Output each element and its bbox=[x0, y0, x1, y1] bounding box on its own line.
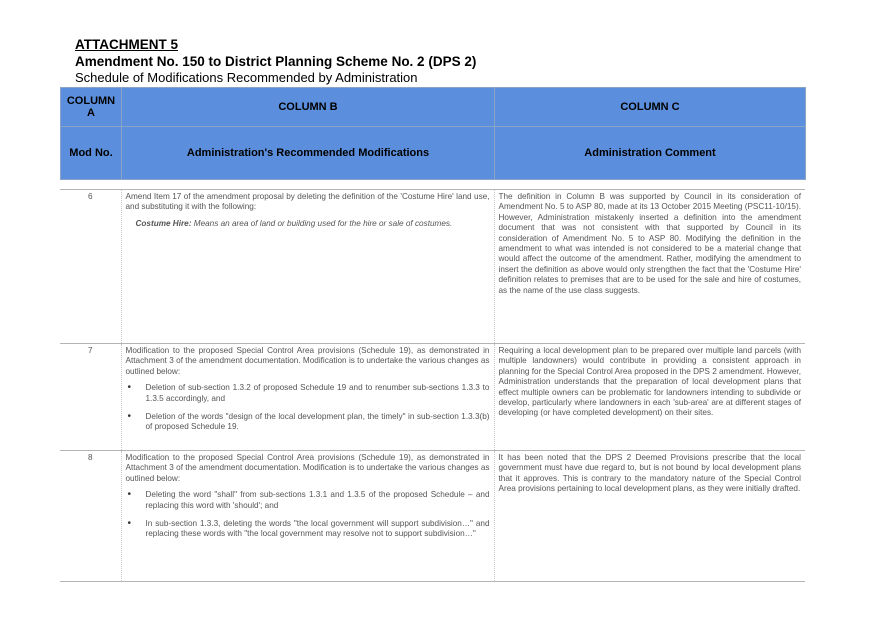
modification-cell bbox=[121, 451, 494, 582]
mod-number: 7 bbox=[60, 344, 121, 451]
modification-text: Modification to the proposed Special Control Area provisions (Schedule 19), as demonstrated in Attachment 3 of the amendment documentation. Modification is to undertake the various changes as outlined below: bbox=[125, 453, 490, 483]
mod-number: 8 bbox=[60, 451, 121, 582]
col-a-header: COLUMN A bbox=[61, 88, 122, 127]
comment-cell bbox=[494, 190, 805, 344]
bullet-item: • Deletion of the words "design of the local development plan, the timely" in sub-section 1.3.3(b) of proposed Schedule 19. bbox=[142, 412, 490, 433]
modification-cell bbox=[121, 344, 494, 451]
bullet-item: • Deletion of sub-section 1.3.2 of proposed Schedule 19 and to renumber sub-sections 1.3.3 to 1.3.5 accordingly, and bbox=[142, 383, 490, 404]
comment-cell bbox=[494, 451, 805, 582]
recommended-header: Administration's Recommended Modifications bbox=[122, 127, 495, 180]
col-c-header: COLUMN C bbox=[495, 88, 806, 127]
modification-bullets bbox=[126, 383, 490, 433]
definition-term: Costume Hire: bbox=[135, 218, 192, 228]
mod-number: 6 bbox=[60, 190, 121, 344]
modification-text: Amend Item 17 of the amendment proposal by deleting the definition of the 'Costume Hire' land use, and substituting it with the following: bbox=[125, 192, 490, 212]
table-header bbox=[60, 87, 806, 180]
col-b-header: COLUMN B bbox=[122, 88, 495, 127]
amendment-title: Amendment No. 150 to District Planning Scheme No. 2 (DPS 2) bbox=[75, 54, 477, 69]
modifications-table bbox=[60, 189, 805, 582]
schedule-subtitle: Schedule of Modifications Recommended by Administration bbox=[75, 70, 418, 85]
comment-text: The definition in Column B was supported by Council in its consideration of Amendment No. 5 to ASP 80, made at its 13 October 2015 Meeting (PSC11-10/15). However, Administration mistakenly inserted a definition into the amendment document that was not consistent with that supported by Council in its consideration of Amendment No. 5 to ASP 80. Modifying the definition in the amendment to what was intended is not considered to be a material change that would affect the outcome of the amendment. Rather, modifying the amendment to insert the definition as above would only strengthen the fact that the 'Costume Hire' definition relates to premises that are to be used for the sale and hire of costumes, as the name of the use class suggests. bbox=[498, 192, 801, 295]
table-row bbox=[60, 190, 805, 344]
bullet-item: • Deleting the word "shall" from sub-sections 1.3.1 and 1.3.5 of the proposed Schedule – and replacing this word with 'should'; and bbox=[142, 490, 490, 511]
modification-cell bbox=[121, 190, 494, 344]
definition-text: Means an area of land or building used for the hire or sale of costumes. bbox=[193, 218, 453, 228]
bullet-item: • In sub-section 1.3.3, deleting the words "the local government will support subdivision…" and replacing these words with "the local government may resolve not to support subdivision…" bbox=[142, 519, 490, 540]
definition bbox=[126, 219, 490, 229]
comment-header: Administration Comment bbox=[495, 127, 806, 180]
comment-cell bbox=[494, 344, 805, 451]
attachment-title: ATTACHMENT 5 bbox=[75, 37, 178, 52]
comment-text: Requiring a local development plan to be prepared over multiple land parcels (with multiple landowners) would contribute in providing a consistent approach in planning for the Special Control Area proposed in the DPS 2 amendment. However, Administration understands that the preparation of local development plans that effect multiple owners can be problematic for landowners intending to subdivide or develop, particularly where landowners in each 'sub-area' are at different stages of developing (or have completed development) on their sites. bbox=[498, 346, 801, 418]
comment-text: It has been noted that the DPS 2 Deemed Provisions prescribe that the local government must have due regard to, but is not bound by local development plans that it approves. This is contrary to the mandatory nature of the Special Control Area provisions pertaining to local development plans, as they were initially drafted. bbox=[498, 453, 801, 494]
modification-bullets bbox=[126, 490, 490, 540]
modification-text: Modification to the proposed Special Control Area provisions (Schedule 19), as demonstrated in Attachment 3 of the amendment documentation. Modification is to undertake the various changes as outlined below: bbox=[125, 346, 490, 376]
table-row bbox=[60, 451, 805, 582]
mod-no-header: Mod No. bbox=[61, 127, 122, 180]
table-row bbox=[60, 344, 805, 451]
